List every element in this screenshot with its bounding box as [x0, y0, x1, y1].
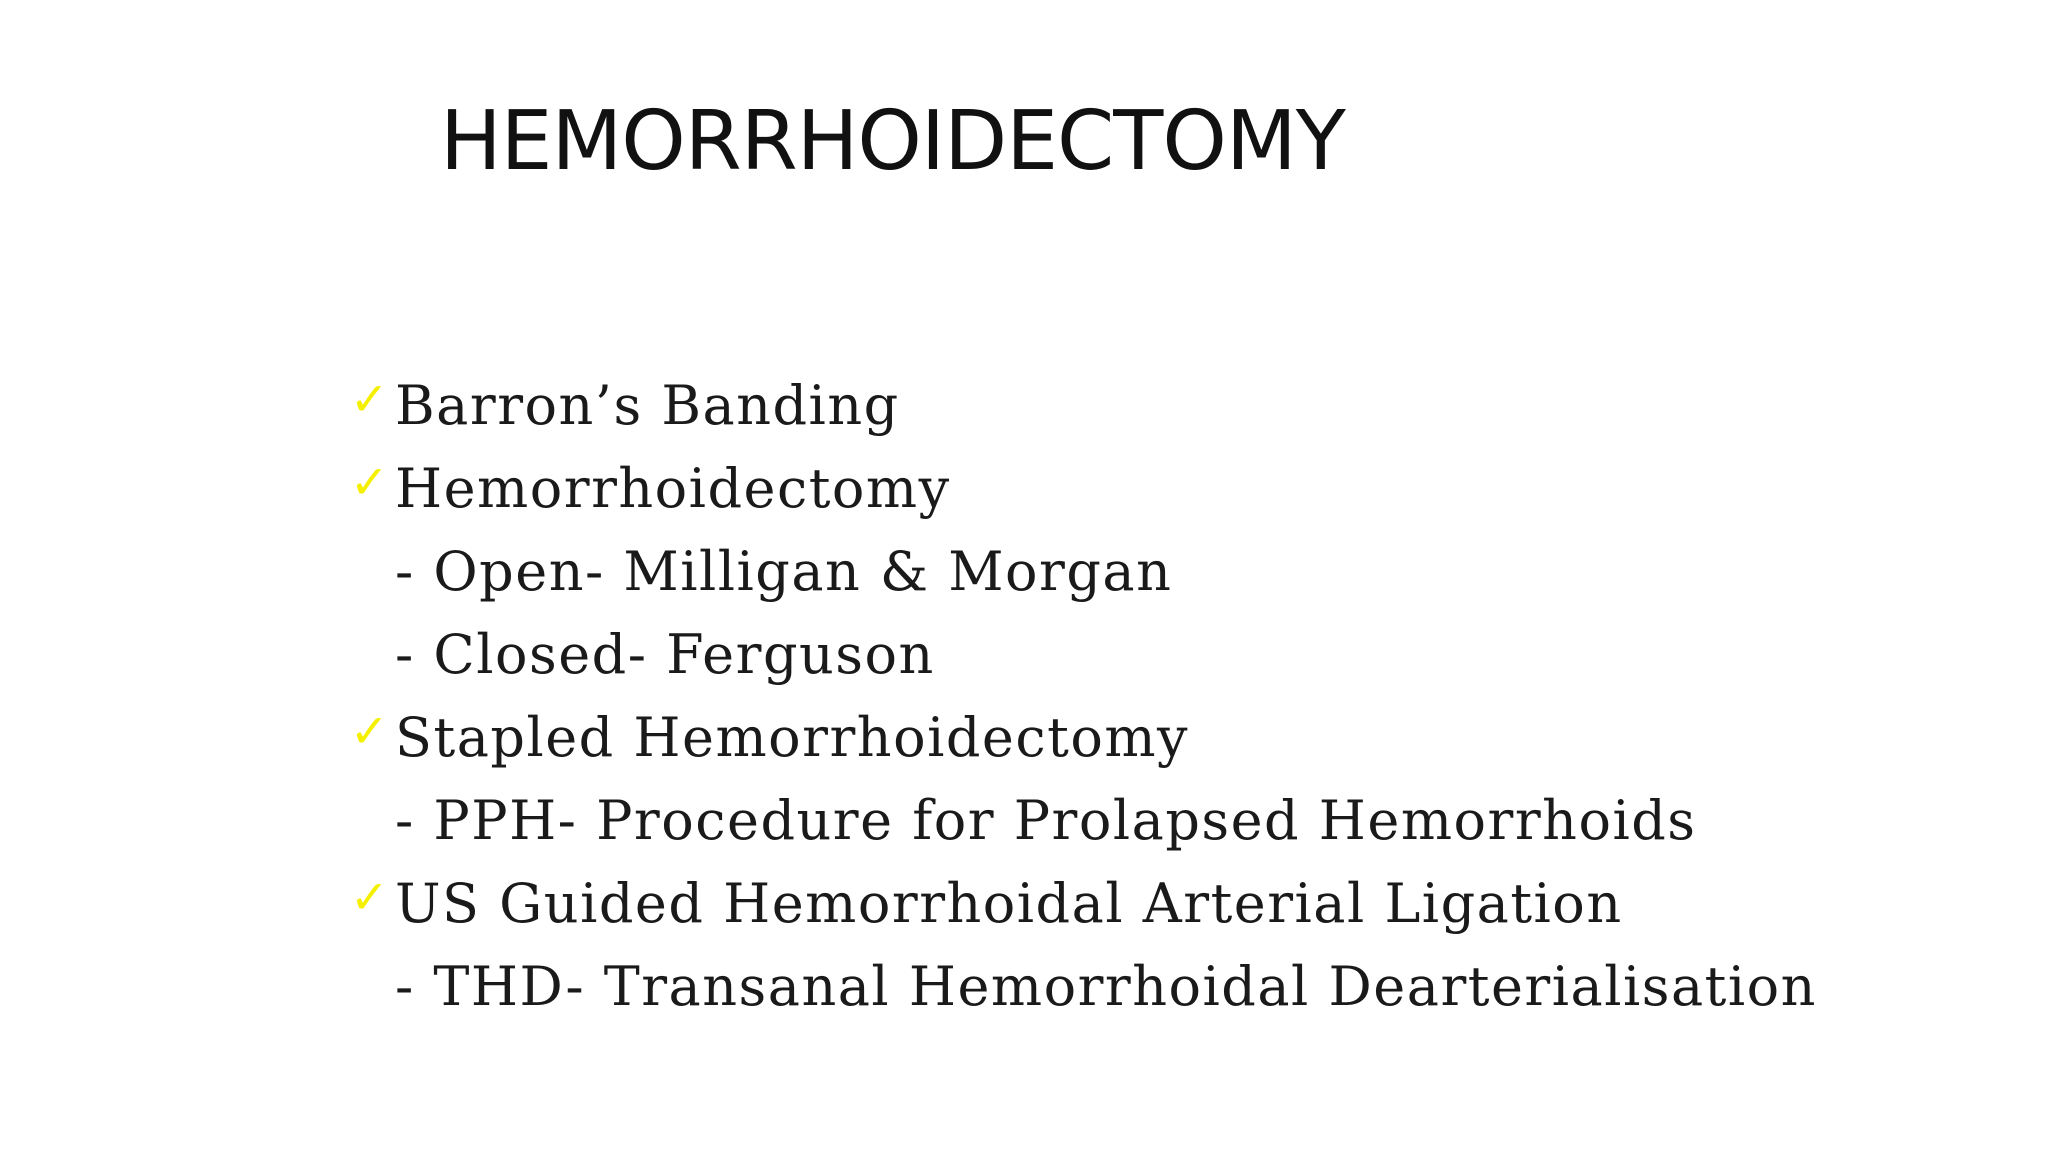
slide-title: HEMORRHOIDECTOMY: [440, 94, 1345, 189]
checkmark-icon: ✓: [350, 455, 389, 509]
list-subitem: [350, 530, 1817, 613]
list-subitem-text: - THD- Transanal Hemorrhoidal Dearterialisation: [395, 955, 1817, 1018]
list-subitem: [350, 779, 1817, 862]
list-item: [350, 696, 1817, 779]
list-subitem-text: - Closed- Ferguson: [395, 623, 935, 686]
list-item-text: Barron’s Banding: [395, 374, 900, 437]
bullet-list: [350, 364, 1817, 1028]
list-item-text: Stapled Hemorrhoidectomy: [395, 706, 1190, 769]
list-subitem: [350, 945, 1817, 1028]
checkmark-icon: ✓: [350, 870, 389, 924]
list-subitem-text: - Open- Milligan & Morgan: [395, 540, 1173, 603]
list-item-text: Hemorrhoidectomy: [395, 457, 951, 520]
list-item: [350, 364, 1817, 447]
list-subitem: [350, 613, 1817, 696]
checkmark-icon: ✓: [350, 704, 389, 758]
list-item-text: US Guided Hemorrhoidal Arterial Ligation: [395, 872, 1623, 935]
list-item: [350, 447, 1817, 530]
list-subitem-text: - PPH- Procedure for Prolapsed Hemorrhoids: [395, 789, 1697, 852]
list-item: [350, 862, 1817, 945]
checkmark-icon: ✓: [350, 372, 389, 426]
